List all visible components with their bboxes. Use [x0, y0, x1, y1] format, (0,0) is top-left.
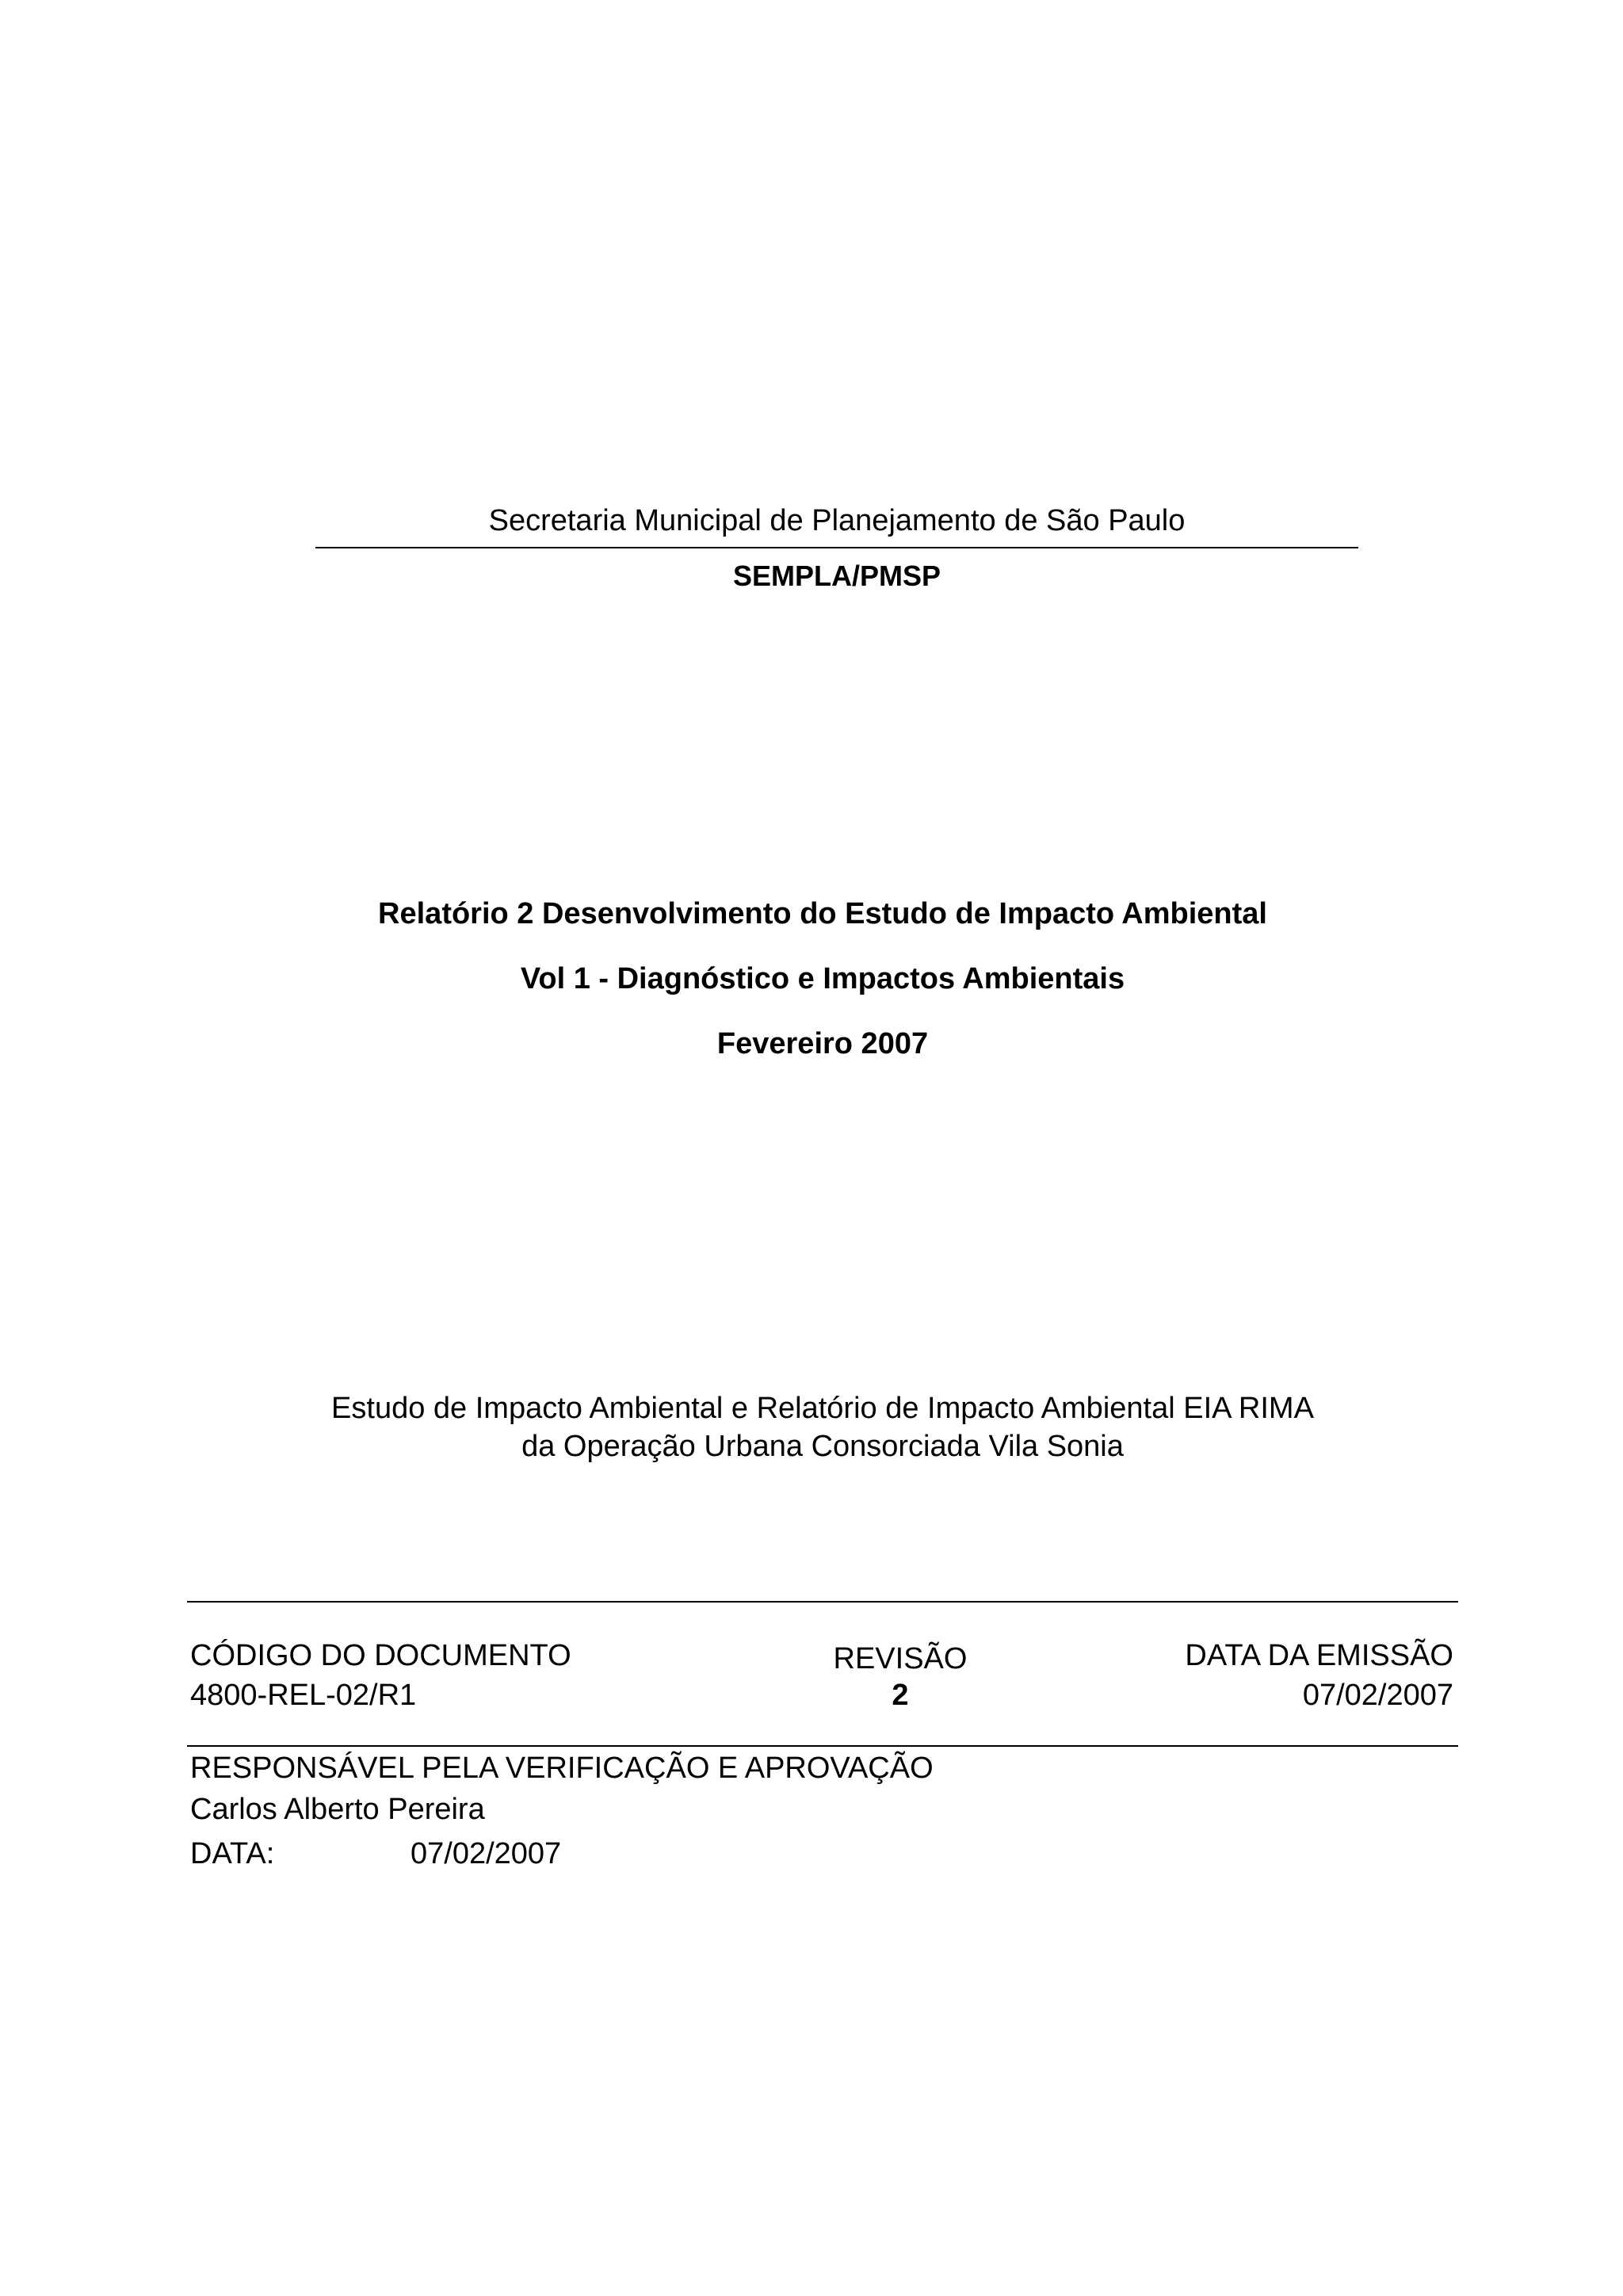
approval-label: RESPONSÁVEL PELA VERIFICAÇÃO E APROVAÇÃO — [190, 1752, 934, 1785]
study-description-line-1: Estudo de Impacto Ambiental e Relatório de Impacto Ambiental EIA RIMA — [331, 1392, 1314, 1425]
revision-value: 2 — [892, 1679, 909, 1712]
organization-name: Secretaria Municipal de Planejamento de São Paulo — [488, 504, 1186, 537]
issue-date-label: DATA DA EMISSÃO — [1185, 1639, 1453, 1672]
report-title: Relatório 2 Desenvolvimento do Estudo de Impacto Ambiental — [378, 897, 1267, 930]
approver-name: Carlos Alberto Pereira — [190, 1793, 485, 1826]
issue-date-value: 07/02/2007 — [1302, 1679, 1453, 1712]
document-code-value: 4800-REL-02/R1 — [190, 1679, 417, 1712]
revision-label: REVISÃO — [833, 1642, 968, 1675]
report-date: Fevereiro 2007 — [716, 1027, 929, 1060]
document-code-label: CÓDIGO DO DOCUMENTO — [190, 1639, 571, 1672]
organization-abbreviation: SEMPLA/PMSP — [732, 560, 941, 592]
metadata-top-divider — [187, 1601, 1458, 1603]
approval-date-label: DATA: — [190, 1837, 275, 1870]
approval-date-value: 07/02/2007 — [411, 1837, 562, 1870]
volume-title: Vol 1 - Diagnóstico e Impactos Ambientais — [520, 962, 1125, 995]
study-description-line-2: da Operação Urbana Consorciada Vila Sonia — [521, 1430, 1124, 1463]
metadata-bottom-divider — [187, 1745, 1458, 1747]
header-divider — [315, 547, 1358, 548]
